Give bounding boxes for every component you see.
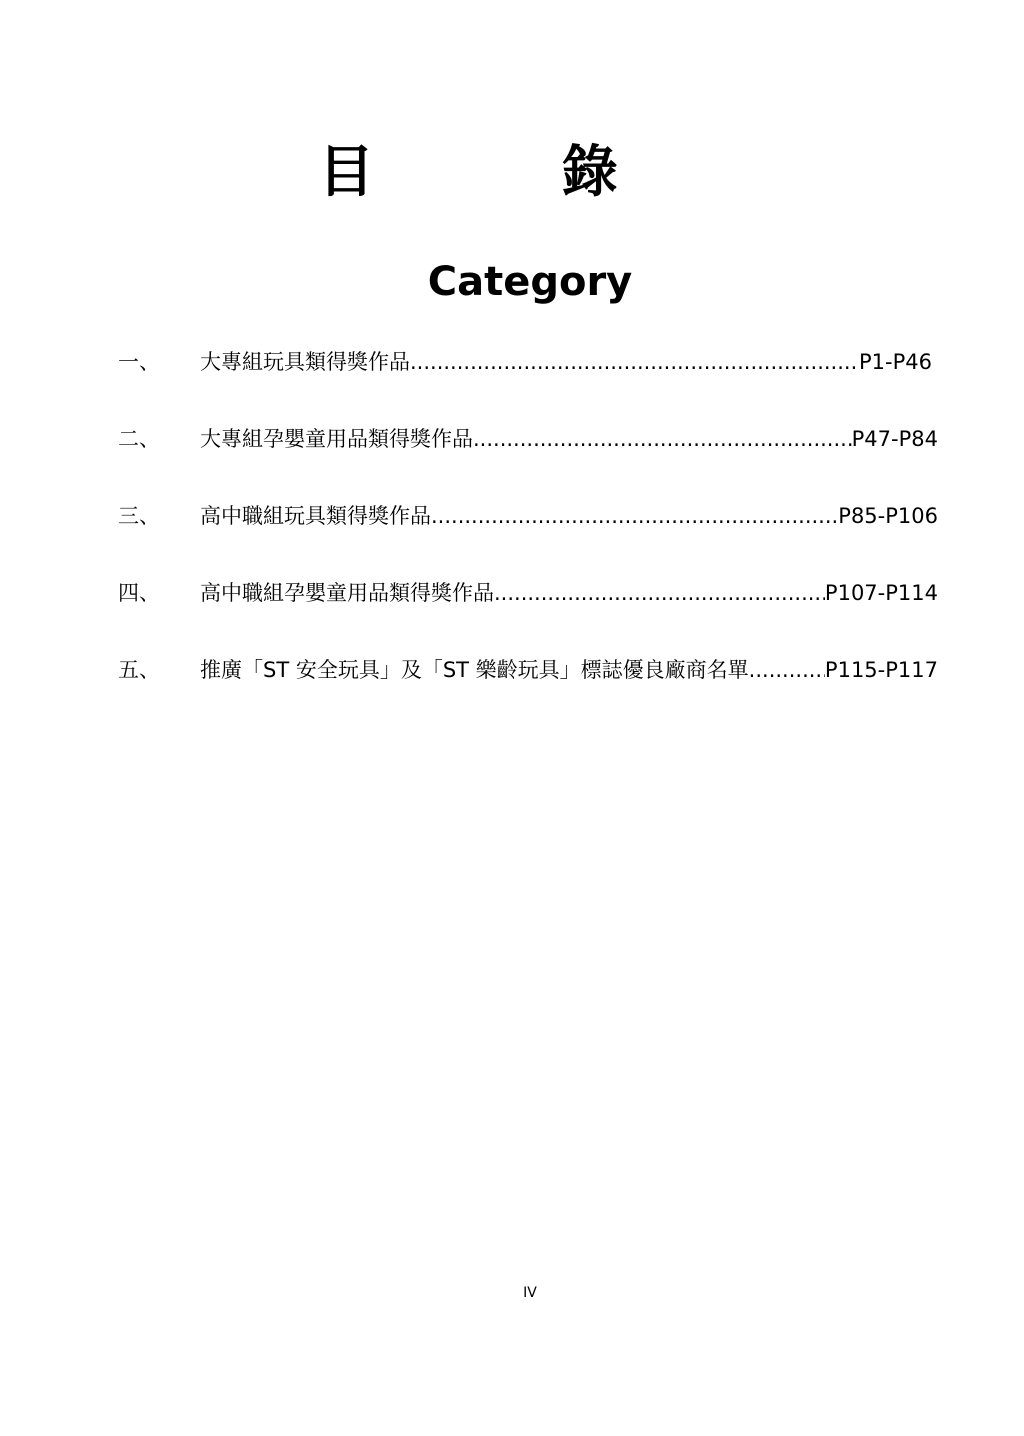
toc-entry-label: 大專組孕嬰童用品類得獎作品 <box>200 427 473 451</box>
toc-entry-body <box>200 648 938 692</box>
toc-entry-label: 高中職組玩具類得獎作品 <box>200 504 431 528</box>
toc-entry-number: 五、 <box>118 658 160 682</box>
toc-entry-pages: P1-P46 <box>859 350 932 374</box>
toc-entry-pages: P107-P114 <box>824 581 938 605</box>
toc-entry-label: 推廣「ST 安全玩具」及「ST 樂齡玩具」標誌優良廠商名單 <box>200 658 749 682</box>
toc-entry-number: 二、 <box>118 427 160 451</box>
toc-entry-body <box>200 571 938 615</box>
table-of-contents <box>118 340 938 725</box>
toc-entry-pages: P115-P117 <box>824 658 938 682</box>
toc-entry-pages: P85-P106 <box>838 504 938 528</box>
toc-entry-body <box>200 494 938 538</box>
toc-dot-leader <box>494 571 825 615</box>
page-number: IV <box>523 1285 537 1301</box>
toc-entry-label: 大專組玩具類得獎作品 <box>200 350 410 374</box>
toc-dot-leader <box>749 648 825 692</box>
toc-entry-label: 高中職組孕嬰童用品類得獎作品 <box>200 581 494 605</box>
toc-entry-number: 一、 <box>118 350 160 374</box>
toc-entry-pages: P47-P84 <box>851 427 938 451</box>
toc-entry-body <box>200 340 938 384</box>
toc-entry-number: 四、 <box>118 581 160 605</box>
toc-entry[interactable] <box>118 571 938 648</box>
page-subtitle: Category <box>427 259 633 305</box>
toc-entry[interactable] <box>118 494 938 571</box>
page-title: 目 錄 <box>318 140 702 205</box>
toc-entry-number: 三、 <box>118 504 160 528</box>
toc-dot-leader <box>410 340 859 384</box>
toc-entry[interactable] <box>118 417 938 494</box>
toc-dot-leader <box>473 417 852 461</box>
toc-entry[interactable] <box>118 340 938 417</box>
toc-entry-body <box>200 417 938 461</box>
toc-dot-leader <box>431 494 838 538</box>
toc-entry[interactable] <box>118 648 938 725</box>
